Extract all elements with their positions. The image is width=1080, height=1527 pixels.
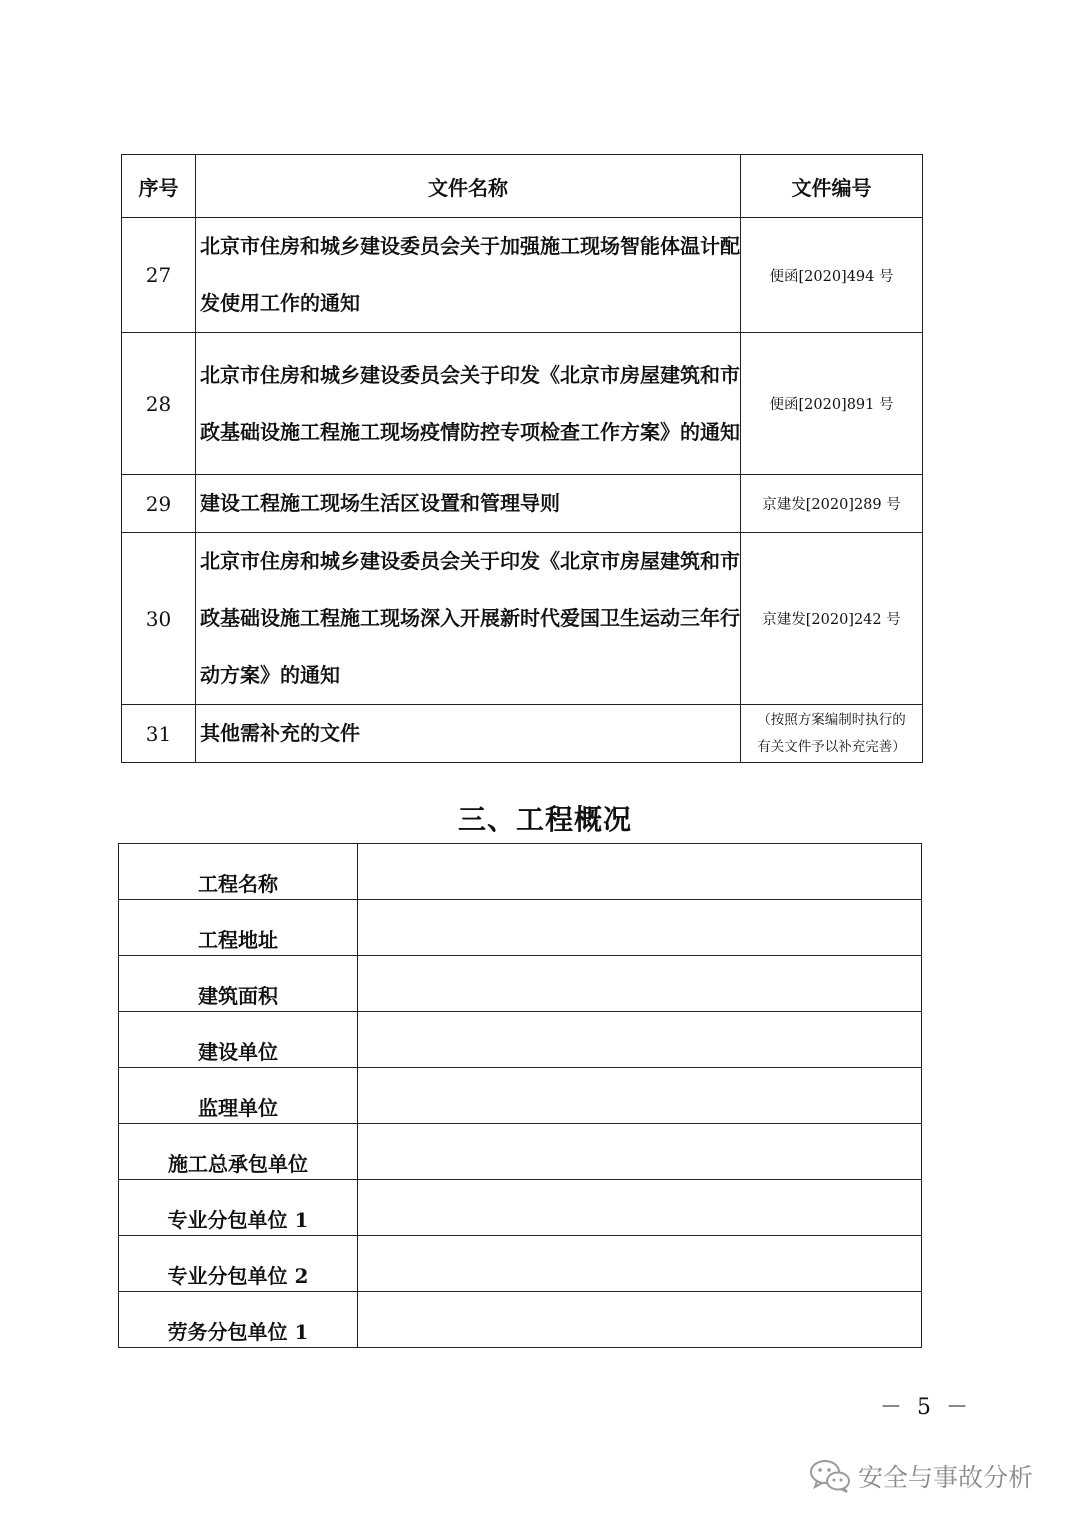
row-file-name: 建设工程施工现场生活区设置和管理导则 xyxy=(196,475,741,533)
table-row xyxy=(119,956,922,1012)
table-row xyxy=(119,1012,922,1068)
overview-value xyxy=(358,1068,922,1124)
table-row xyxy=(122,533,923,705)
page-number: － 5 － xyxy=(880,1395,972,1420)
table-row xyxy=(122,475,923,533)
watermark xyxy=(808,1456,1033,1496)
table-row xyxy=(119,1124,922,1180)
documents-table xyxy=(121,154,923,763)
row-file-name: 北京市住房和城乡建设委员会关于加强施工现场智能体温计配发使用工作的通知 xyxy=(196,218,741,333)
row-number: 30 xyxy=(122,533,196,705)
overview-value xyxy=(358,844,922,900)
row-file-name: 北京市住房和城乡建设委员会关于印发《北京市房屋建筑和市政基础设施工程施工现场疫情防控专项检查工作方案》的通知 xyxy=(196,333,741,475)
row-file-code: 京建发[2020]289 号 xyxy=(741,475,923,533)
row-file-code-line-2: 有关文件予以补充完善） xyxy=(757,738,906,755)
overview-label: 专业分包单位 1 xyxy=(119,1180,358,1236)
project-overview-table xyxy=(118,843,922,1348)
overview-label: 专业分包单位 2 xyxy=(119,1236,358,1292)
table-header-row xyxy=(122,155,923,218)
table-row xyxy=(119,1180,922,1236)
overview-value xyxy=(358,1236,922,1292)
section-title: 三、工程概况 xyxy=(457,803,632,836)
header-file-name: 文件名称 xyxy=(196,155,741,218)
overview-label: 工程名称 xyxy=(119,844,358,900)
overview-label: 建设单位 xyxy=(119,1012,358,1068)
row-number: 27 xyxy=(122,218,196,333)
row-file-code: 京建发[2020]242 号 xyxy=(741,533,923,705)
overview-value xyxy=(358,1124,922,1180)
overview-label: 建筑面积 xyxy=(119,956,358,1012)
row-number: 29 xyxy=(122,475,196,533)
table-row xyxy=(119,900,922,956)
table-row xyxy=(122,333,923,475)
overview-label: 工程地址 xyxy=(119,900,358,956)
overview-value xyxy=(358,900,922,956)
watermark-text: 安全与事故分析 xyxy=(858,1463,1034,1492)
row-number: 31 xyxy=(122,705,196,763)
row-file-name: 其他需补充的文件 xyxy=(196,705,741,763)
wechat-icon xyxy=(808,1458,852,1494)
overview-value xyxy=(358,1292,922,1348)
table-row xyxy=(122,218,923,333)
row-file-code-line-1: （按照方案编制时执行的 xyxy=(757,711,906,728)
header-number: 序号 xyxy=(122,155,196,218)
table-row xyxy=(119,1236,922,1292)
table-row xyxy=(119,1068,922,1124)
overview-value xyxy=(358,1180,922,1236)
overview-value xyxy=(358,956,922,1012)
overview-label: 施工总承包单位 xyxy=(119,1124,358,1180)
overview-label: 劳务分包单位 1 xyxy=(119,1292,358,1348)
row-number: 28 xyxy=(122,333,196,475)
row-file-code: 便函[2020]494 号 xyxy=(741,218,923,333)
table-row xyxy=(119,1292,922,1348)
table-row xyxy=(122,705,923,763)
row-file-code xyxy=(741,705,923,763)
header-file-code: 文件编号 xyxy=(741,155,923,218)
row-file-code: 便函[2020]891 号 xyxy=(741,333,923,475)
overview-label: 监理单位 xyxy=(119,1068,358,1124)
overview-value xyxy=(358,1012,922,1068)
row-file-name: 北京市住房和城乡建设委员会关于印发《北京市房屋建筑和市政基础设施工程施工现场深入开展新时代爱国卫生运动三年行动方案》的通知 xyxy=(196,533,741,705)
table-row xyxy=(119,844,922,900)
